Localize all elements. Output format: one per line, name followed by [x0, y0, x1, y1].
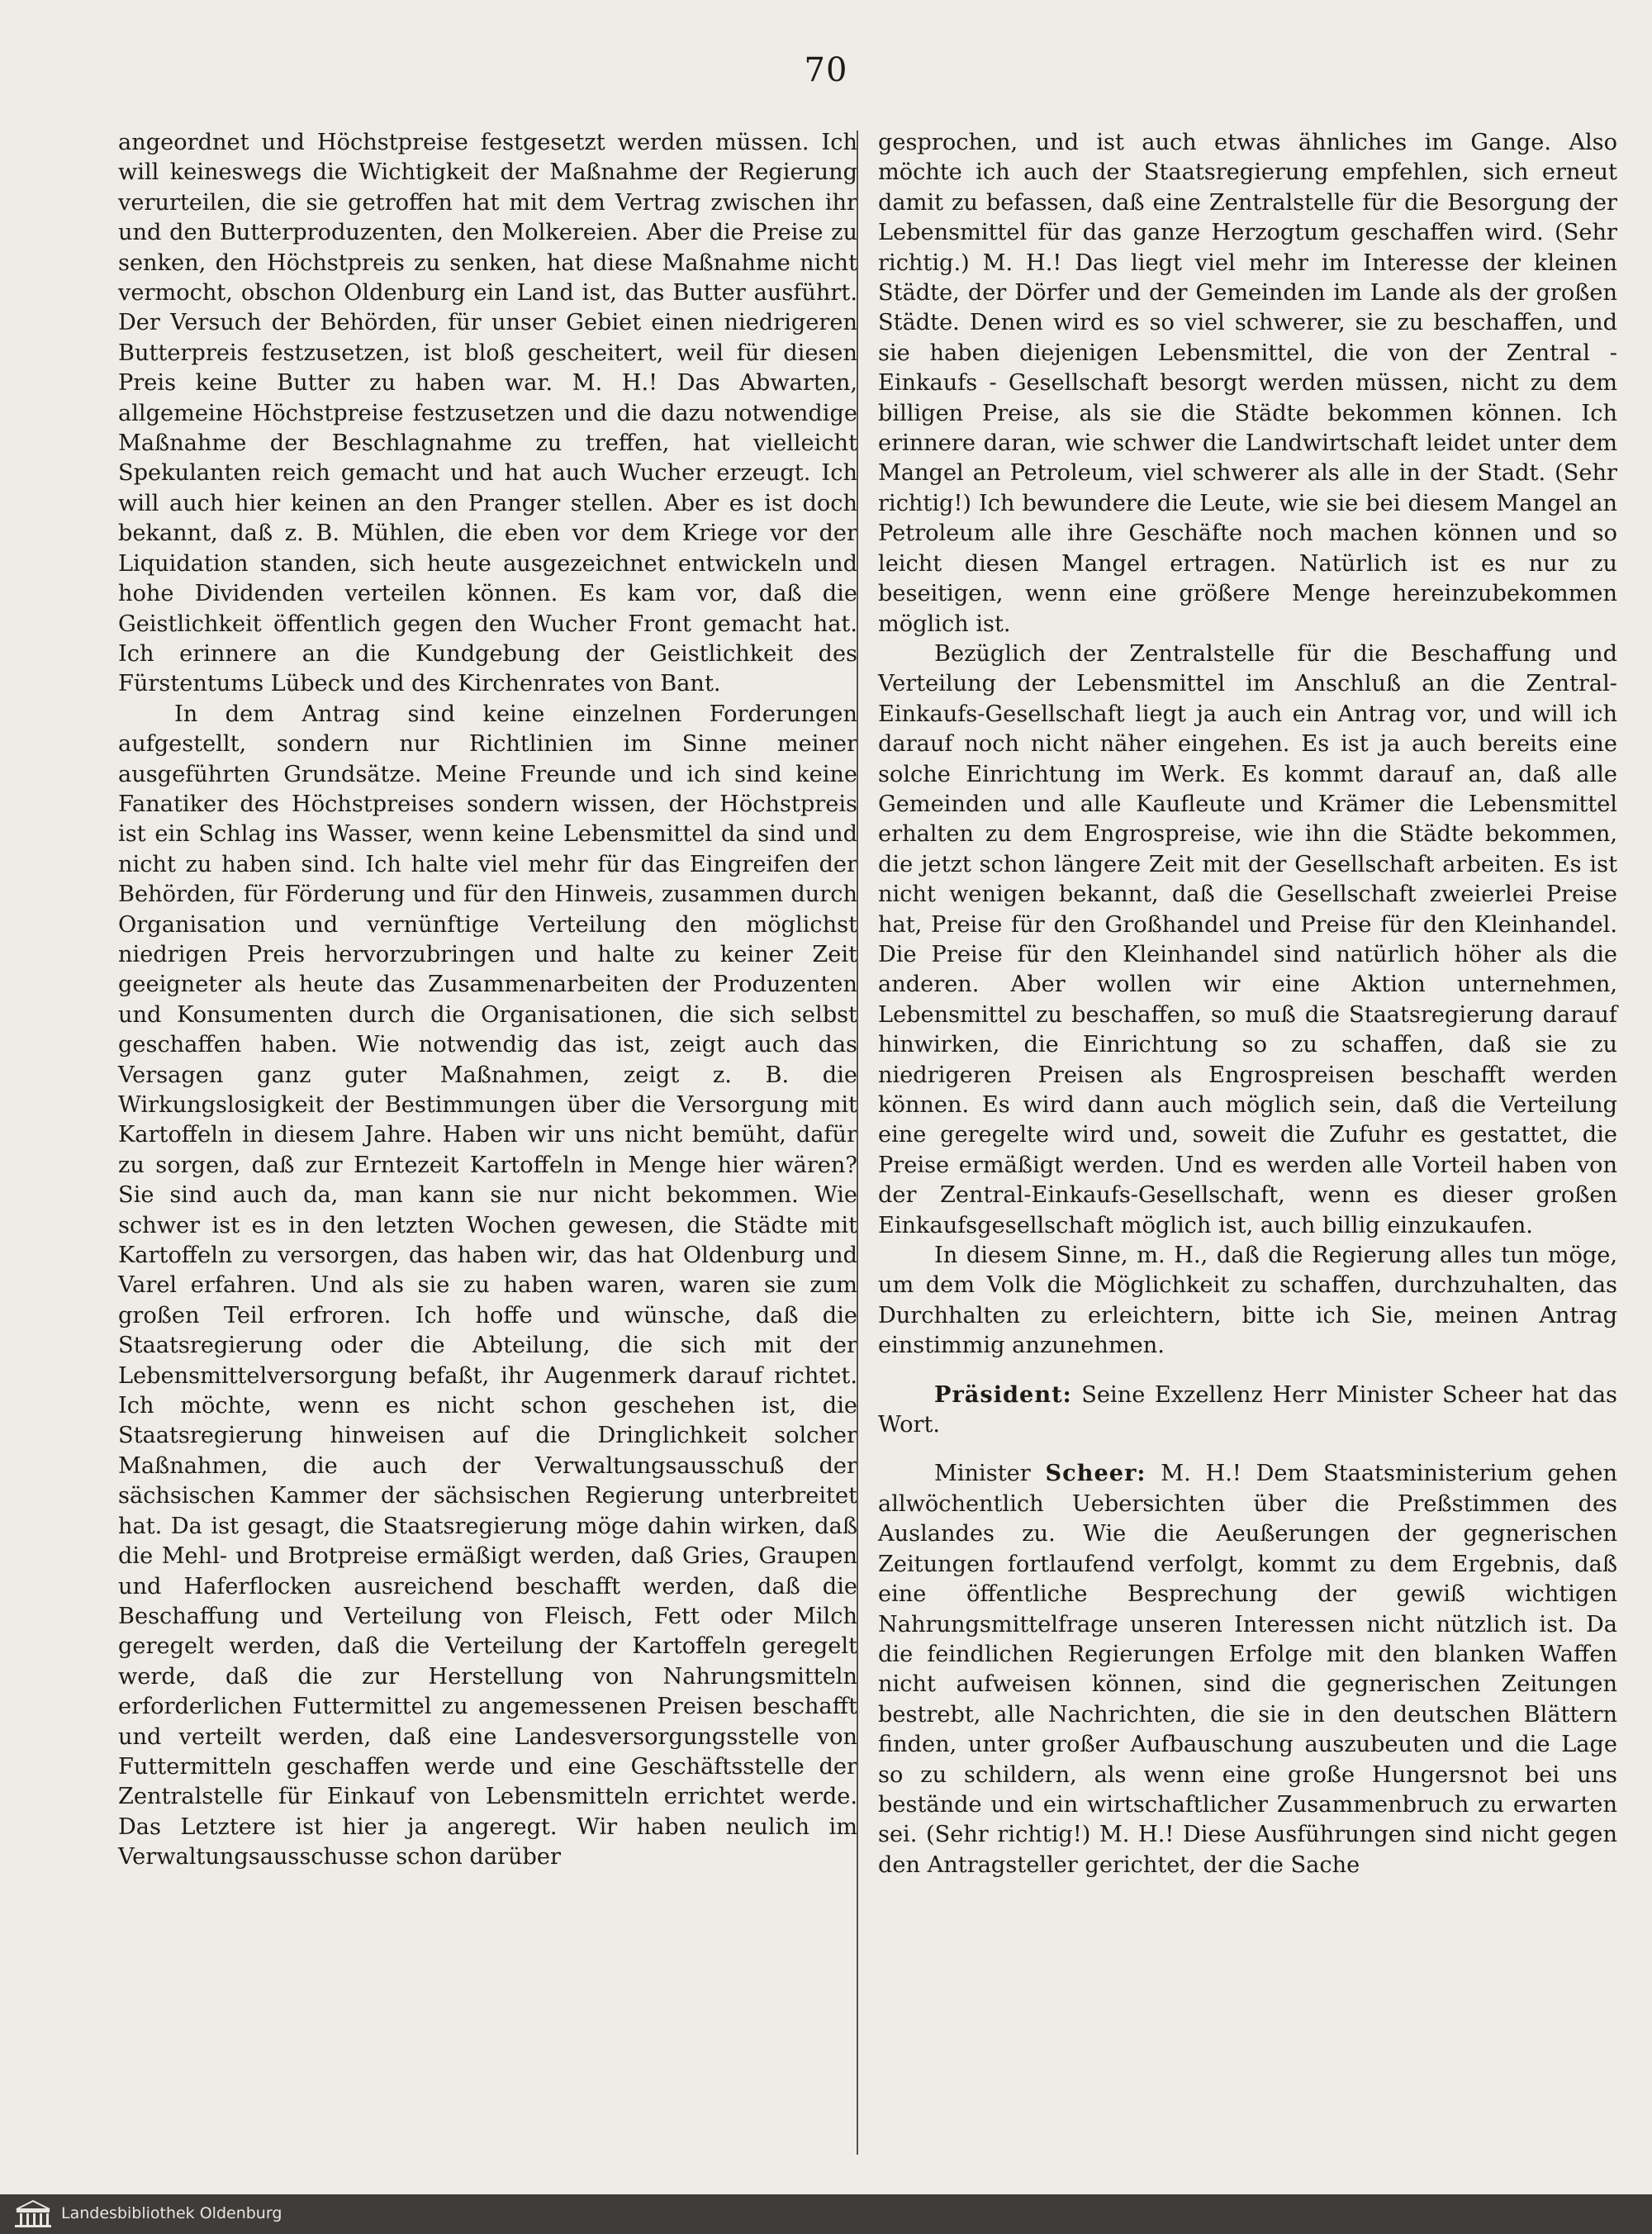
minister-speaker: Scheer: [1045, 1460, 1146, 1487]
library-building-icon [13, 2199, 53, 2229]
right-column [878, 128, 1617, 1880]
right-paragraph-1: gesprochen, und ist auch etwas ähnliches im Gange. Also möchte ich auch der Staatsregierung empfehlen, sich erneut damit zu befassen, daß eine Zentralstelle für die Besorgung der Lebensmittel für das ganze Herzogtum geschaffen wird. (Sehr richtig.) M. H.! Das liegt viel mehr im Interesse der kleinen Städte, der Dörfer und der Gemeinden im Lande als der großen Städte. Denen wird es so viel schwerer, sie zu beschaffen, und sie haben diejenigen Lebensmittel, die von der Zentral - Einkaufs - Gesellschaft besorgt werden müssen, nicht zu dem billigen Preise, als sie die Städte bekommen können. Ich erinnere daran, wie schwer die Landwirtschaft leidet unter dem Mangel an Petroleum, viel schwerer als alle in der Stadt. (Sehr richtig!) Ich bewundere die Leute, wie sie bei diesem Mangel an Petroleum alle ihre Geschäfte noch machen können und so leicht diesen Mangel ertragen. Natürlich ist es nur zu beseitigen, wenn eine größere Menge hereinzubekommen möglich ist. [878, 130, 1617, 637]
left-column [118, 128, 857, 1873]
right-paragraph-2: Bezüglich der Zentralstelle für die Beschaffung und Verteilung der Lebensmittel im Anschluß an die Zentral-Einkaufs-Gesellschaft liegt ja auch ein Antrag vor, und will ich darauf noch nicht näher eingehen. Es ist ja auch bereits eine solche Einrichtung im Werk. Es kommt darauf an, daß alle Gemeinden und alle Kaufleute und Krämer die Lebensmittel erhalten zu dem Engrospreise, wie ihn die Städte bekommen, die jetzt schon längere Zeit mit der Gesellschaft arbeiten. Es ist nicht wenigen bekannt, daß die Gesellschaft zweierlei Preise hat, Preise für den Großhandel und Preise für den Kleinhandel. Die Preise für den Kleinhandel sind natürlich höher als die anderen. Aber wollen wir eine Aktion unternehmen, Lebensmittel zu beschaffen, so muß die Staatsregierung darauf hinwirken, die Einrichtung so zu schaffen, daß sie zu niedrigeren Preisen als Engrospreisen beschafft werden können. Es wird dann auch möglich sein, daß die Verteilung eine geregelte wird und, soweit die Zufuhr es gestattet, die Preise ermäßigt werden. Und es werden alle Vorteil haben von der Zentral-Einkaufs-Gesellschaft, wenn es dieser großen Einkaufsgesellschaft möglich ist, auch billig einzukaufen. [878, 640, 1617, 1238]
president-text: Seine Exzellenz Herr Minister Scheer hat das Wort. [878, 1381, 1617, 1438]
column-divider [857, 131, 858, 2155]
page-number: 70 [804, 51, 848, 89]
left-paragraph-2: In dem Antrag sind keine einzelnen Forderungen aufgestellt, sondern nur Richtlinien im Sinne meiner ausgeführten Grundsätze. Meine Freunde und ich sind keine Fanatiker des Höchstpreises sondern wissen, der Höchstpreis ist ein Schlag ins Wasser, wenn keine Lebensmittel da sind und nicht zu haben sind. Ich halte viel mehr für das Eingreifen der Behörden, für Förderung und für den Hinweis, zusammen durch Organisation und vernünftige Verteilung den möglichst niedrigen Preis hervorzubringen und halte zu keiner Zeit geeigneter als heute das Zusammenarbeiten der Produzenten und Konsumenten durch die Organisationen, die sich selbst geschaffen haben. Wie notwendig das ist, zeigt auch das Versagen ganz guter Maßnahmen, zeigt z. B. die Wirkungslosigkeit der Bestimmungen über die Versorgung mit Kartoffeln in diesem Jahre. Haben wir uns nicht bemüht, dafür zu sorgen, daß zur Erntezeit Kartoffeln in Menge hier wären? Sie sind auch da, man kann sie nur nicht bekommen. Wie schwer ist es in den letzten Wochen gewesen, die Städte mit Kartoffeln zu versorgen, das haben wir, das hat Oldenburg und Varel erfahren. Und als sie zu haben waren, waren sie zum großen Teil erfroren. Ich hoffe und wünsche, daß die Staatsregierung oder die Abteilung, die sich mit der Lebensmittelversorgung befaßt, ihr Augenmerk darauf richtet. Ich möchte, wenn es nicht schon geschehen ist, die Staatsregierung hinweisen auf die Dringlichkeit solcher Maßnahmen, die auch der Verwaltungsausschuß der sächsischen Kammer der sächsischen Regierung unterbreitet hat. Da ist gesagt, die Staatsregierung möge dahin wirken, daß die Mehl- und Brotpreise ermäßigt werden, daß Gries, Graupen und Haferflocken ausreichend beschafft werden, daß die Beschaffung und Verteilung von Fleisch, Fett oder Milch geregelt werden, daß die Verteilung der Kartoffeln geregelt werde, daß die zur Herstellung von Nahrungsmitteln erforderlichen Futtermittel zu angemessenen Preisen beschafft und verteilt werden, daß eine Landesversorgungsstelle von Futtermitteln geschaffen werde und eine Geschäftsstelle der Zentralstelle für Einkauf von Lebensmitteln errichtet werde. Das Letztere ist hier ja angeregt. Wir haben neulich im Verwaltungsausschusse schon darüber [118, 701, 857, 1870]
library-footer [0, 2194, 1652, 2234]
minister-prefix: Minister [934, 1461, 1031, 1487]
minister-statement [878, 1458, 1617, 1880]
right-paragraph-3: In diesem Sinne, m. H., daß die Regierung alles tun möge, um dem Volk die Möglichkeit zu schaffen, durchzuhalten, das Durchhalten zu erleichtern, bitte ich Sie, meinen Antrag einstimmig anzunehmen. [878, 1243, 1617, 1359]
left-paragraph-1: angeordnet und Höchstpreise festgesetzt werden müssen. Ich will keineswegs die Wichtigkeit der Maßnahme der Regierung verurteilen, die sie getroffen hat mit dem Vertrag zwischen ihr und den Butterproduzenten, den Molkereien. Aber die Preise zu senken, den Höchstpreis zu senken, hat diese Maßnahme nicht vermocht, obschon Oldenburg ein Land ist, das Butter ausführt. Der Versuch der Behörden, für unser Gebiet einen niedrigeren Butterpreis festzusetzen, ist bloß gescheitert, weil für diesen Preis keine Butter zu haben war. M. H.! Das Abwarten, allgemeine Höchstpreise festzusetzen und die dazu notwendige Maßnahme der Beschlagnahme zu treffen, hat vielleicht Spekulanten reich gemacht und hat auch Wucher erzeugt. Ich will auch hier keinen an den Pranger stellen. Aber es ist doch bekannt, daß z. B. Mühlen, die eben vor dem Kriege vor der Liquidation standen, sich heute ausgezeichnet entwickeln und hohe Dividenden verteilen können. Es kam vor, daß die Geistlichkeit öffentlich gegen den Wucher Front gemacht hat. Ich erinnere an die Kundgebung der Geistlichkeit des Fürstentums Lübeck und des Kirchenrates von Bant. [118, 130, 857, 697]
library-name: Landesbibliothek Oldenburg [61, 2204, 282, 2222]
president-speaker: Präsident: [934, 1381, 1072, 1408]
president-statement [878, 1380, 1617, 1441]
minister-text: M. H.! Dem Staatsministerium gehen allwöchentlich Uebersichten über die Preßstimmen des Auslandes zu. Wie die Aeußerungen der gegnerischen Zeitungen fortlaufend verfolgt, kommt zu dem Ergebnis, daß eine öffentliche Besprechung der gewiß wichtigen Nahrungsmittelfrage unseren Interessen nicht nützlich ist. Da die feindlichen Regierungen Erfolge mit den blanken Waffen nicht aufweisen können, sind die gegnerischen Zeitungen bestrebt, alle Nachrichten, die sie in den deutschen Blättern finden, unter großer Aufbauschung auszubeuten und die Lage so zu schildern, als wenn eine große Hungersnot bei uns bestände und ein wirtschaftlicher Zusammenbruch zu erwarten sei. (Sehr richtig!) M. H.! Diese Ausführungen sind nicht gegen den Antragsteller gerichtet, der die Sache [878, 1461, 1617, 1878]
